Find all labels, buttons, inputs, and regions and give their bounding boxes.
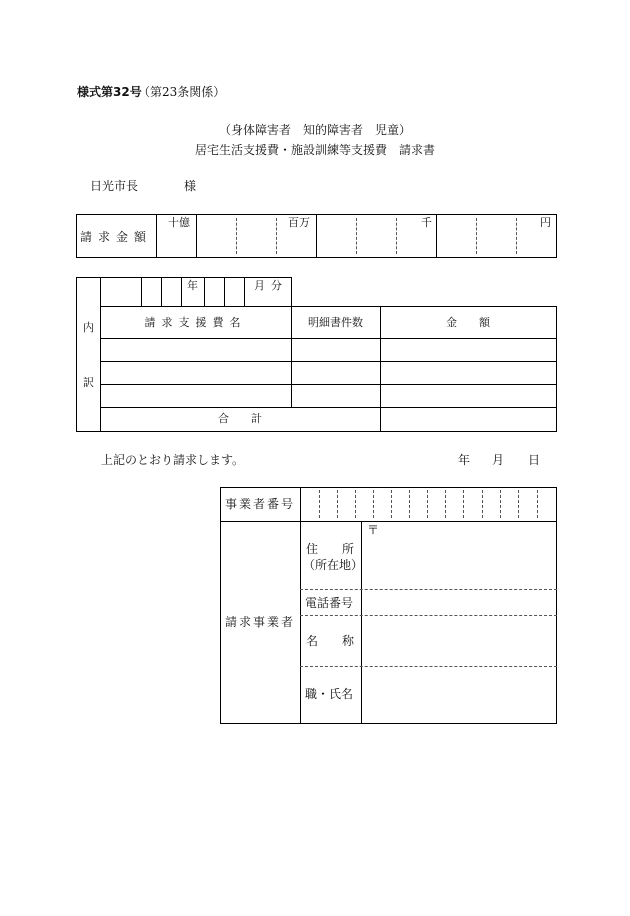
amount-digit-divider [476,218,477,254]
unit-thousand: 千 [421,216,432,229]
claimant-label-divider [300,487,301,724]
provider-row-line [220,521,557,522]
detail-top-border [76,277,292,278]
provider-digit-divider [409,490,410,518]
detail-row-line [100,361,557,362]
phone-label: 電話番号 [305,596,354,610]
provider-digit-divider [427,490,428,518]
detail-row-line [100,384,557,385]
postal-mark: 〒 [367,523,380,537]
form-number: 様式第32号 [77,85,142,99]
form-title: 居宅生活支援費・施設訓練等支援費 請求書 [194,143,435,157]
unit-million: 百万 [288,216,310,229]
provider-number-label: 事業者番号 [224,497,295,511]
col-fee-name: 請求支援費名 [144,316,247,329]
provider-digit-divider [445,490,446,518]
addressee-honorific: 様 [184,179,197,193]
date-cell-divider [244,277,245,306]
provider-digit-divider [373,490,374,518]
amount-thousand-divider [436,214,437,258]
amount-digit-divider [396,218,397,254]
side-label-top: 内 [83,321,94,334]
addressee-name: 日光市長 [90,179,139,193]
claimant-field-divider [361,521,362,724]
statement-text: 上記のとおり請求します。 [101,453,245,467]
year-label: 年 [187,279,198,292]
address-row-line [300,589,557,590]
side-label-bottom: 訳 [83,376,94,389]
detail-row-line [100,338,557,339]
month-label: 月分 [254,279,288,292]
name-label: 名 称 [306,634,355,648]
claimant-label: 請求事業者 [224,615,295,629]
provider-digit-divider [537,490,538,518]
provider-digit-divider [319,490,320,518]
amount-label-divider [156,214,157,258]
position-label: 職・氏名 [305,687,354,701]
provider-digit-divider [355,490,356,518]
amount-digit-divider [276,218,277,254]
amount-label: 請求金額 [79,230,152,244]
detail-bottom-border [76,431,557,432]
col-amount: 金 額 [446,316,490,329]
unit-yen: 円 [540,216,551,229]
amount-digit-divider [356,218,357,254]
amount-digit-divider [516,218,517,254]
date-cell-divider [204,277,205,306]
unit-billion: 十億 [168,216,190,229]
detail-outer-left [76,277,77,431]
date-cell-divider [141,277,142,306]
address-sub-label: （所在地） [303,558,364,572]
detail-header-top [100,306,557,307]
provider-digit-divider [482,490,483,518]
detail-outer-right [556,306,557,431]
form-subtitle: （身体障害者 知的障害者 児童） [218,123,411,137]
total-label: 合 計 [218,412,262,425]
name-row-line [300,666,557,667]
month-cell-right [291,277,292,306]
claimant-table-border [220,487,557,724]
amount-million-divider [316,214,317,258]
date-cell-divider [181,277,182,306]
address-label: 住 所 [306,542,355,556]
amount-digit-divider [236,218,237,254]
statement-year: 年 [458,453,471,467]
date-cell-divider [224,277,225,306]
provider-digit-divider [337,490,338,518]
phone-row-line [300,615,557,616]
date-cell-divider [161,277,162,306]
col-count: 明細書件数 [308,316,363,329]
provider-digit-divider [463,490,464,518]
form-relation: （第23条関係） [138,85,226,99]
statement-day: 日 [528,453,541,467]
amount-billion-divider [196,214,197,258]
provider-digit-divider [391,490,392,518]
detail-row-line [100,407,557,408]
provider-digit-divider [500,490,501,518]
provider-digit-divider [518,490,519,518]
statement-month: 月 [492,453,505,467]
